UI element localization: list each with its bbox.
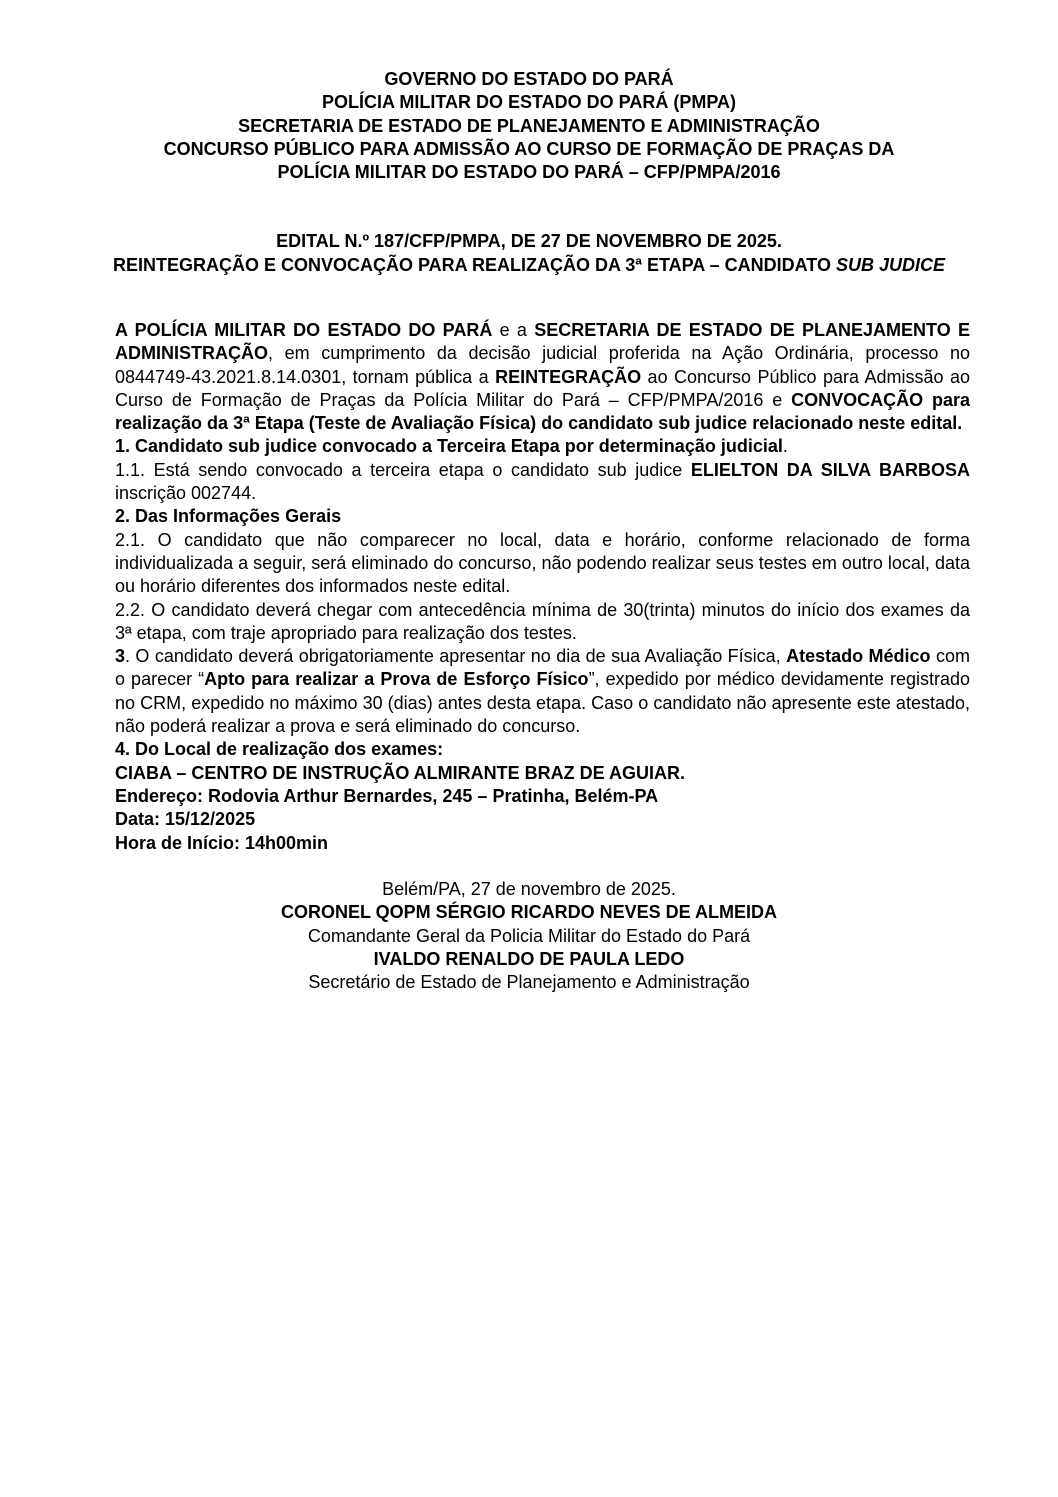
section-2-title [115, 505, 970, 528]
intro-paragraph [115, 319, 970, 435]
section-2-2: 2.2. O candidato deverá chegar com antecedência mínima de 30(trinta) minutos do início dos exames da 3ª etapa, com traje apropriado para realização dos testes. [115, 599, 970, 643]
section-3-text-3: ”, expedido por médico devidamente registrado no CRM, expedido no máximo 30 (dias) antes desta etapa. Caso o candidato não apresente este atestado, não poderá realizar a prova e será eliminado do concurso. [115, 669, 970, 737]
candidate-inscription: inscrição 002744. [115, 483, 257, 504]
exam-time: Hora de Início: 14h00min [115, 832, 329, 853]
intro-bold-reintegration: REINTEGRAÇÃO [495, 366, 642, 387]
section-3 [115, 645, 970, 738]
signature-role-secretary: Secretário de Estado de Planejamento e Administração [308, 972, 750, 993]
candidate-name: ELIELTON DA SILVA BARBOSA [690, 459, 970, 480]
intro-bold-secretariat: SECRETARIA DE ESTADO DE PLANEJAMENTO E ADMINISTRAÇÃO [115, 320, 970, 364]
edital-subject-italic: SUB JUDICE [836, 255, 946, 275]
exam-place: CIABA – CENTRO DE INSTRUÇÃO ALMIRANTE BRAZ DE AGUIAR. [115, 762, 685, 783]
section-2-1: 2.1. O candidato que não comparecer no local, data e horário, conforme relacionado de forma individualizada a seguir, será eliminado do concurso, não podendo realizar seus testes em outro local, data ou horário diferentes dos informados neste edital. [115, 529, 970, 597]
exam-date: Data: 15/12/2025 [115, 809, 256, 830]
section-1-title-end: . [782, 436, 788, 457]
edital-subject [90, 253, 968, 277]
edital-subject-text: REINTEGRAÇÃO E CONVOCAÇÃO PARA REALIZAÇÃO DA 3ª ETAPA – CANDIDATO [112, 255, 831, 275]
intro-text-1: e a [492, 320, 535, 340]
intro-text-3: ao Concurso Público para Admissão ao Curso de Formação de Praças da Polícia Militar do Pará – CFP/PMPA/2016 e [115, 366, 970, 410]
header-line-contest: CONCURSO PÚBLICO PARA ADMISSÃO AO CURSO DE FORMAÇÃO DE PRAÇAS DA [163, 138, 895, 159]
signature-name-commander: CORONEL QOPM SÉRGIO RICARDO NEVES DE ALMEIDA [280, 902, 778, 923]
section-1-title-text: 1. Candidato sub judice convocado a Terceira Etapa por determinação judicial [115, 436, 783, 457]
header-line-course: POLÍCIA MILITAR DO ESTADO DO PARÁ – CFP/PMPA/2016 [277, 162, 781, 183]
intro-bold-convocation: CONVOCAÇÃO para realização da 3ª Etapa (Teste de Avaliação Física) do candidato sub judice relacionado neste edital. [115, 389, 970, 434]
header-line-police: POLÍCIA MILITAR DO ESTADO DO PARÁ (PMPA) [322, 92, 736, 113]
edital-title-block [90, 229, 968, 277]
edital-number: EDITAL N.º 187/CFP/PMPA, DE 27 DE NOVEMBRO DE 2025. [276, 231, 782, 251]
signature-place-date: Belém/PA, 27 de novembro de 2025. [382, 879, 676, 899]
section-3-number: 3 [115, 646, 126, 667]
section-1-1-text: 1.1. Está sendo convocado a terceira etapa o candidato sub judice [115, 459, 691, 480]
header-line-secretariat: SECRETARIA DE ESTADO DE PLANEJAMENTO E ADMINISTRAÇÃO [238, 115, 820, 136]
section-3-text-1: . O candidato deverá obrigatoriamente apresentar no dia de sua Avaliação Física, [125, 646, 787, 667]
signature-role-commander: Comandante Geral da Policia Militar do Estado do Pará [307, 925, 751, 946]
intro-text-2: , em cumprimento da decisão judicial proferida na Ação Ordinária, processo no 0844749-43.2021.8.14.0301, tornam pública a [115, 343, 970, 387]
section-1-1 [115, 459, 970, 506]
signature-block [90, 878, 968, 994]
section-3-bold-certificate: Atestado Médico [786, 646, 931, 667]
exam-address: Endereço: Rodovia Arthur Bernardes, 245 – Pratinha, Belém-PA [115, 785, 659, 806]
intro-bold-police: A POLÍCIA MILITAR DO ESTADO DO PARÁ [115, 320, 493, 340]
header-line-government: GOVERNO DO ESTADO DO PARÁ [384, 69, 674, 89]
document-header [90, 68, 968, 184]
document-body [115, 319, 970, 855]
signature-name-secretary: IVALDO RENALDO DE PAULA LEDO [373, 948, 685, 969]
section-4-title: 4. Do Local de realização dos exames: [115, 739, 444, 760]
section-3-text-2: com o parecer “ [115, 646, 970, 690]
section-1-title [115, 435, 970, 458]
section-2-title-text: 2. Das Informações Gerais [115, 506, 342, 527]
section-3-bold-opinion: Apto para realizar a Prova de Esforço Físico [204, 669, 589, 690]
